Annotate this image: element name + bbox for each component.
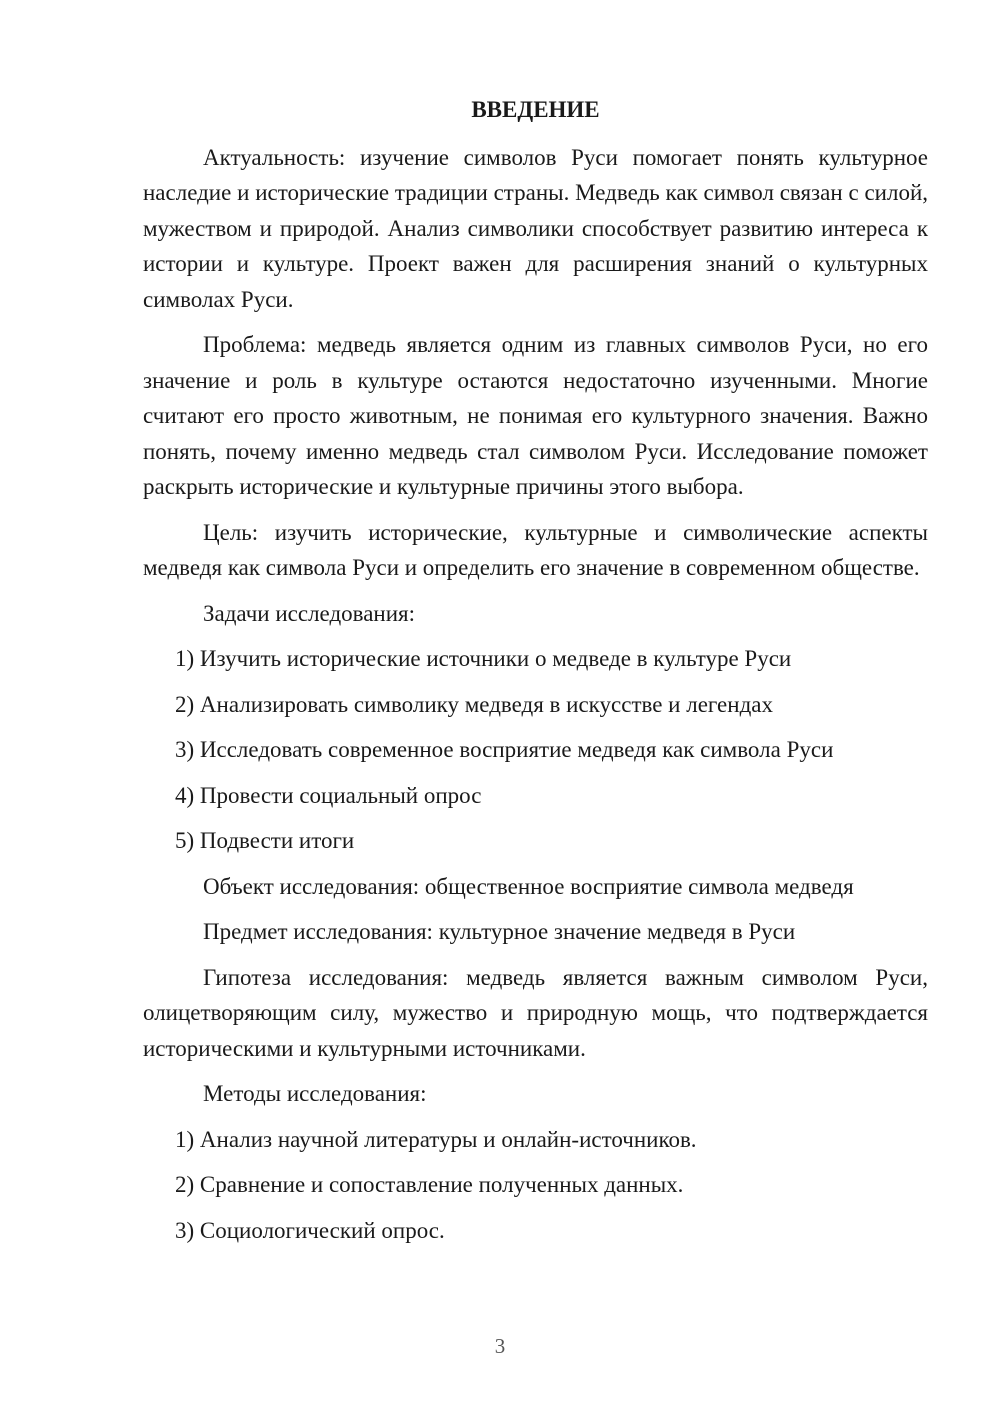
list-item: 1) Анализ научной литературы и онлайн-источников. [175, 1126, 697, 1152]
subject-line: Предмет исследования: культурное значение медведя в Руси [203, 919, 796, 944]
methods-list [143, 1122, 928, 1249]
page-number: 3 [494, 1334, 506, 1358]
document-page [143, 92, 928, 1258]
goal-paragraph: Цель: изучить исторические, культурные и символические аспекты медведя как символа Руси и определить его значение в современном обществе. [143, 519, 928, 580]
list-item: 2) Сравнение и сопоставление полученных данных. [175, 1172, 684, 1197]
section-title: ВВЕДЕНИЕ [471, 97, 600, 122]
actuality-paragraph: Актуальность: изучение символов Руси помогает понять культурное наследие и исторические традиции страны. Медведь как символ связан с силой, мужеством и природой. Анализ символики способствует развитию интереса к истории и культуре. Проект важен для расширения знаний о культурных символах Руси. [143, 144, 928, 312]
list-item: 4) Провести социальный опрос [175, 782, 482, 808]
list-item: 5) Подвести итоги [175, 828, 355, 853]
list-item: 3) Социологический опрос. [175, 1217, 445, 1243]
tasks-list [143, 641, 928, 859]
problem-paragraph: Проблема: медведь является одним из главных символов Руси, но его значение и роль в культуре остаются недостаточно изученными. Многие считают его просто животным, не понимая его культурного значения. Важно понять, почему именно медведь стал символом Руси. Исследование поможет раскрыть исторические и культурные причины этого выбора. [143, 332, 928, 499]
list-item: 2) Анализировать символику медведя в искусстве и легендах [175, 691, 773, 717]
list-item: 1) Изучить исторические источники о медведе в культуре Руси [175, 646, 792, 671]
hypothesis-paragraph: Гипотеза исследования: медведь является важным символом Руси, олицетворяющим силу, мужество и природную мощь, что подтверждается историческими и культурными источниками. [143, 964, 928, 1061]
object-line: Объект исследования: общественное восприятие символа медведя [203, 873, 854, 899]
methods-heading: Методы исследования: [203, 1081, 427, 1106]
tasks-heading: Задачи исследования: [203, 600, 416, 626]
list-item: 3) Исследовать современное восприятие медведя как символа Руси [175, 737, 834, 762]
